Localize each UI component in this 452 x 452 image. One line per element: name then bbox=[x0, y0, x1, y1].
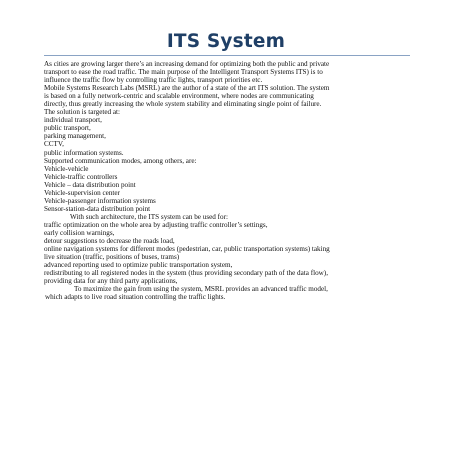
paragraph-line: As cities are growing larger there’s an increasing demand for optimizing both the public and private bbox=[44, 60, 330, 68]
paragraph-line: which adapts to live road situation controlling the traffic lights. bbox=[45, 293, 226, 302]
list-item: traffic optimization on the whole area by adjusting traffic controller’s settings, bbox=[44, 220, 268, 229]
paragraph-line: Supported communication modes, among others, are: bbox=[44, 156, 197, 165]
list-item: Vehicle-vehicle bbox=[44, 164, 89, 173]
paragraph-line: With such architecture, the ITS system can be used for: bbox=[70, 212, 228, 221]
paragraph-line: is based on a fully network-centric and scalable environment, where nodes are communicating bbox=[44, 92, 314, 101]
list-item: live situation (traffic, positions of buses, trams) bbox=[44, 253, 180, 262]
list-item: Vehicle-traffic controllers bbox=[44, 172, 118, 181]
paragraph-line: directly, thus greatly increasing the whole system stability and eliminating single point of failure. bbox=[44, 100, 322, 109]
list-item: Sensor-station-data distribution point bbox=[44, 204, 151, 213]
paragraph-line: To maximize the gain from using the system, MSRL provides an advanced traffic model, bbox=[74, 285, 328, 294]
list-item: parking management, bbox=[44, 132, 106, 141]
paragraph-line: The solution is targeted at: bbox=[44, 108, 121, 117]
list-item: individual transport, bbox=[44, 116, 102, 125]
list-item: Vehicle-supervision center bbox=[44, 188, 120, 197]
title-divider bbox=[44, 55, 410, 56]
list-item: Vehicle-passenger information systems bbox=[44, 196, 156, 205]
list-item: detour suggestions to decrease the roads load, bbox=[44, 237, 175, 246]
page-title: ITS System bbox=[166, 31, 286, 52]
list-item: early collision warnings, bbox=[44, 228, 115, 237]
paragraph-line: Mobile Systems Research Labs (MSRL) are the author of a state of the art ITS solution. The system bbox=[44, 84, 330, 93]
list-item: public transport, bbox=[44, 124, 91, 133]
list-item: Vehicle – data distribution point bbox=[44, 180, 136, 189]
list-item: redistributing to all registered nodes in the system (thus providing secondary path of the data flow), bbox=[44, 269, 328, 278]
document-body bbox=[44, 60, 412, 301]
list-item: advanced reporting used to optimize public transportation system, bbox=[44, 261, 233, 270]
list-item: CCTV, bbox=[44, 140, 64, 149]
paragraph-line: influence the traffic flow by controlling traffic lights, transport priorities etc. bbox=[44, 76, 263, 85]
list-item: online navigation systems for different modes (pedestrian, car, public transportation systems) taking bbox=[44, 245, 330, 254]
paragraph-line: transport to ease the road traffic. The main purpose of the Intelligent Transport Systems ITS) is to bbox=[44, 68, 323, 77]
list-item: providing data for any third party applications, bbox=[44, 277, 178, 286]
list-item: public information systems. bbox=[44, 148, 124, 157]
